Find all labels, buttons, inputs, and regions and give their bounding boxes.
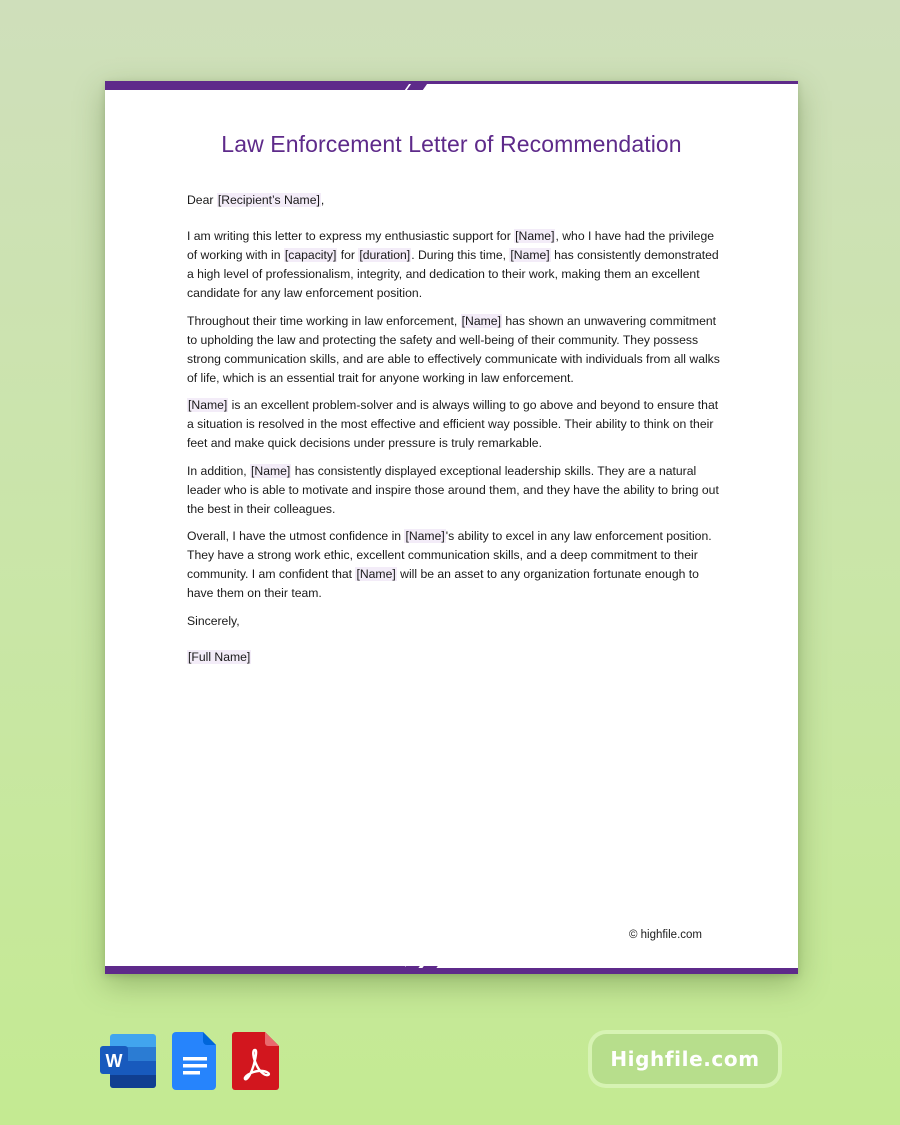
- recipient-placeholder: [Recipient’s Name]: [217, 193, 320, 207]
- text: has consistently demonstrated a high level of professionalism, integrity, and dedication to their work, making them an excellent candidate for any law enforcement position.: [187, 248, 719, 300]
- word-icon[interactable]: [100, 1030, 158, 1095]
- paragraph-4: [187, 462, 727, 519]
- pdf-icon[interactable]: [232, 1030, 280, 1097]
- document-page: [105, 81, 798, 974]
- paragraph-2: [187, 312, 727, 388]
- copyright-footer: © highfile.com: [628, 929, 702, 941]
- text: I am writing this letter to express my enthusiastic support for: [187, 229, 515, 243]
- text: has shown an unwavering commitment to upholding the law and protecting the safety and well-being of their community. They possess strong communication skills, and are able to effectively communicate with individuals from all walks of life, which is an essential trait for anyone working in law enforcement.: [187, 313, 720, 385]
- svg-text:W: W: [105, 1051, 123, 1071]
- document-title: Law Enforcement Letter of Recommendation: [221, 131, 682, 157]
- google-docs-icon[interactable]: [172, 1030, 218, 1097]
- text: In addition,: [187, 463, 251, 478]
- salutation-prefix: Dear: [187, 193, 217, 207]
- full-name-placeholder: [Full Name]: [188, 649, 251, 664]
- name-placeholder: [Name]: [510, 248, 550, 262]
- text: 's ability to excel in any law enforcement position. They have a strong work ethic, excellent communication skills, and a deep commitment to their community. I am confident that: [187, 529, 712, 581]
- text: is an excellent problem-solver and is always willing to go above and beyond to ensure that a situation is resolved in the most effective and efficient way possible. Their ability to think on their feet and make quick decisions under pressure is truly remarkable.: [187, 398, 719, 450]
- text: has consistently displayed exceptional leadership skills. They are a natural leader who is able to motivate and inspire those around them, and they have the ability to bring out the best in their colleagues.: [187, 463, 719, 516]
- closing: Sincerely,: [187, 613, 240, 628]
- name-placeholder: [Name]: [356, 567, 396, 581]
- duration-placeholder: [duration]: [359, 248, 411, 262]
- top-accent-line: [405, 81, 798, 84]
- name-placeholder: [Name]: [405, 529, 445, 543]
- letter-body: [187, 191, 727, 675]
- name-placeholder: [Name]: [515, 229, 555, 243]
- text: will be an asset to any organization fortunate enough to have them on their team.: [187, 567, 699, 600]
- text: Throughout their time working in law enforcement,: [187, 313, 461, 328]
- text: Overall, I have the utmost confidence in: [187, 529, 405, 543]
- name-placeholder: [Name]: [188, 398, 228, 412]
- bottom-accent-bar: [105, 966, 405, 974]
- salutation: [187, 191, 727, 210]
- highfile-brand-button[interactable]: Highfile.com: [592, 1034, 778, 1084]
- name-placeholder: [Name]: [461, 313, 501, 328]
- paragraph-1: [187, 227, 727, 303]
- capacity-placeholder: [capacity]: [284, 248, 337, 262]
- top-accent-bar: [105, 81, 405, 90]
- signature-line: [187, 648, 727, 667]
- paragraph-3: [187, 396, 727, 453]
- text: , who I have had the privilege of working with in: [187, 229, 715, 262]
- text: . During this time,: [411, 248, 510, 262]
- salutation-suffix: ,: [320, 193, 325, 207]
- paragraph-5: [187, 527, 727, 603]
- text: for: [337, 248, 359, 262]
- name-placeholder: [Name]: [251, 463, 291, 478]
